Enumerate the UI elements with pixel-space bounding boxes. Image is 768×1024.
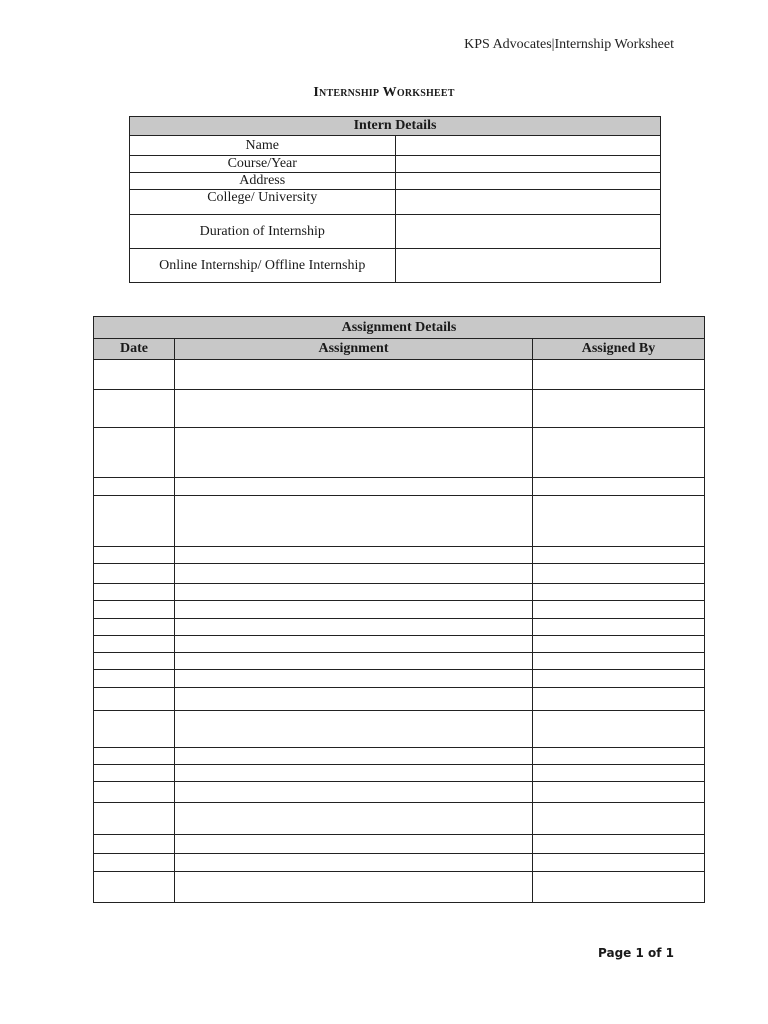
table-row bbox=[94, 872, 705, 903]
cell-date[interactable] bbox=[94, 835, 175, 854]
cell-assignment[interactable] bbox=[175, 478, 533, 496]
field-label-duration: Duration of Internship bbox=[130, 215, 396, 249]
intern-details-heading: Intern Details bbox=[130, 117, 661, 136]
page-title: Internship Worksheet bbox=[313, 85, 455, 100]
cell-assigned-by[interactable] bbox=[533, 748, 705, 765]
cell-assigned-by[interactable] bbox=[533, 782, 705, 803]
assignment-details-table bbox=[93, 316, 705, 903]
cell-assignment[interactable] bbox=[175, 748, 533, 765]
table-row bbox=[94, 670, 705, 688]
column-header-assigned-by: Assigned By bbox=[533, 339, 705, 360]
cell-assignment[interactable] bbox=[175, 653, 533, 670]
assignment-details-heading: Assignment Details bbox=[94, 317, 705, 339]
table-row bbox=[94, 619, 705, 636]
cell-date[interactable] bbox=[94, 688, 175, 711]
table-row bbox=[94, 803, 705, 835]
cell-assigned-by[interactable] bbox=[533, 478, 705, 496]
cell-assignment[interactable] bbox=[175, 636, 533, 653]
cell-assigned-by[interactable] bbox=[533, 636, 705, 653]
table-row bbox=[94, 711, 705, 748]
cell-assignment[interactable] bbox=[175, 428, 533, 478]
table-row bbox=[94, 360, 705, 390]
cell-assigned-by[interactable] bbox=[533, 428, 705, 478]
field-label-college: College/ University bbox=[130, 190, 396, 215]
cell-date[interactable] bbox=[94, 670, 175, 688]
assignment-rows bbox=[94, 360, 705, 903]
column-header-assignment: Assignment bbox=[175, 339, 533, 360]
cell-assigned-by[interactable] bbox=[533, 547, 705, 564]
table-row bbox=[94, 478, 705, 496]
cell-assignment[interactable] bbox=[175, 360, 533, 390]
cell-assignment[interactable] bbox=[175, 854, 533, 872]
cell-assignment[interactable] bbox=[175, 803, 533, 835]
cell-assigned-by[interactable] bbox=[533, 601, 705, 619]
field-value-address[interactable] bbox=[395, 173, 661, 190]
cell-date[interactable] bbox=[94, 711, 175, 748]
cell-date[interactable] bbox=[94, 564, 175, 584]
cell-assigned-by[interactable] bbox=[533, 390, 705, 428]
cell-assignment[interactable] bbox=[175, 711, 533, 748]
cell-assignment[interactable] bbox=[175, 670, 533, 688]
cell-assigned-by[interactable] bbox=[533, 584, 705, 601]
field-label-address: Address bbox=[130, 173, 396, 190]
cell-assigned-by[interactable] bbox=[533, 688, 705, 711]
cell-date[interactable] bbox=[94, 619, 175, 636]
field-value-course-year[interactable] bbox=[395, 156, 661, 173]
cell-assignment[interactable] bbox=[175, 872, 533, 903]
cell-assigned-by[interactable] bbox=[533, 360, 705, 390]
cell-date[interactable] bbox=[94, 601, 175, 619]
cell-date[interactable] bbox=[94, 636, 175, 653]
cell-assignment[interactable] bbox=[175, 688, 533, 711]
table-row bbox=[94, 584, 705, 601]
column-header-date: Date bbox=[94, 339, 175, 360]
cell-date[interactable] bbox=[94, 390, 175, 428]
page-number: Page 1 of 1 bbox=[598, 946, 674, 960]
cell-date[interactable] bbox=[94, 428, 175, 478]
cell-date[interactable] bbox=[94, 854, 175, 872]
intern-details-table bbox=[129, 116, 661, 283]
table-row bbox=[94, 564, 705, 584]
field-value-duration[interactable] bbox=[395, 215, 661, 249]
table-row bbox=[94, 390, 705, 428]
field-value-mode[interactable] bbox=[395, 249, 661, 283]
cell-date[interactable] bbox=[94, 782, 175, 803]
cell-assigned-by[interactable] bbox=[533, 854, 705, 872]
table-row bbox=[94, 782, 705, 803]
cell-date[interactable] bbox=[94, 360, 175, 390]
cell-date[interactable] bbox=[94, 872, 175, 903]
field-label-course-year: Course/Year bbox=[130, 156, 396, 173]
table-row bbox=[94, 496, 705, 547]
cell-assigned-by[interactable] bbox=[533, 670, 705, 688]
cell-assigned-by[interactable] bbox=[533, 765, 705, 782]
cell-assignment[interactable] bbox=[175, 390, 533, 428]
cell-assignment[interactable] bbox=[175, 547, 533, 564]
cell-date[interactable] bbox=[94, 765, 175, 782]
cell-assigned-by[interactable] bbox=[533, 619, 705, 636]
table-row bbox=[94, 547, 705, 564]
cell-assigned-by[interactable] bbox=[533, 564, 705, 584]
cell-assignment[interactable] bbox=[175, 619, 533, 636]
cell-date[interactable] bbox=[94, 584, 175, 601]
cell-date[interactable] bbox=[94, 748, 175, 765]
cell-assigned-by[interactable] bbox=[533, 496, 705, 547]
table-row bbox=[94, 835, 705, 854]
cell-assigned-by[interactable] bbox=[533, 711, 705, 748]
field-label-mode: Online Internship/ Offline Internship bbox=[130, 249, 396, 283]
table-row bbox=[94, 601, 705, 619]
cell-assignment[interactable] bbox=[175, 601, 533, 619]
table-row bbox=[94, 748, 705, 765]
cell-assignment[interactable] bbox=[175, 782, 533, 803]
table-row bbox=[94, 428, 705, 478]
cell-assignment[interactable] bbox=[175, 564, 533, 584]
cell-assignment[interactable] bbox=[175, 765, 533, 782]
cell-assigned-by[interactable] bbox=[533, 872, 705, 903]
cell-assignment[interactable] bbox=[175, 584, 533, 601]
field-label-name: Name bbox=[130, 136, 396, 156]
cell-date[interactable] bbox=[94, 653, 175, 670]
cell-assignment[interactable] bbox=[175, 496, 533, 547]
cell-assignment[interactable] bbox=[175, 835, 533, 854]
table-row bbox=[94, 688, 705, 711]
cell-assigned-by[interactable] bbox=[533, 803, 705, 835]
table-row bbox=[94, 765, 705, 782]
cell-assigned-by[interactable] bbox=[533, 835, 705, 854]
document-header: KPS Advocates|Internship Worksheet bbox=[464, 37, 674, 52]
table-row bbox=[94, 854, 705, 872]
cell-date[interactable] bbox=[94, 803, 175, 835]
cell-assigned-by[interactable] bbox=[533, 653, 705, 670]
cell-date[interactable] bbox=[94, 478, 175, 496]
table-row bbox=[94, 653, 705, 670]
table-row bbox=[94, 636, 705, 653]
cell-date[interactable] bbox=[94, 496, 175, 547]
cell-date[interactable] bbox=[94, 547, 175, 564]
field-value-college[interactable] bbox=[395, 190, 661, 215]
field-value-name[interactable] bbox=[395, 136, 661, 156]
